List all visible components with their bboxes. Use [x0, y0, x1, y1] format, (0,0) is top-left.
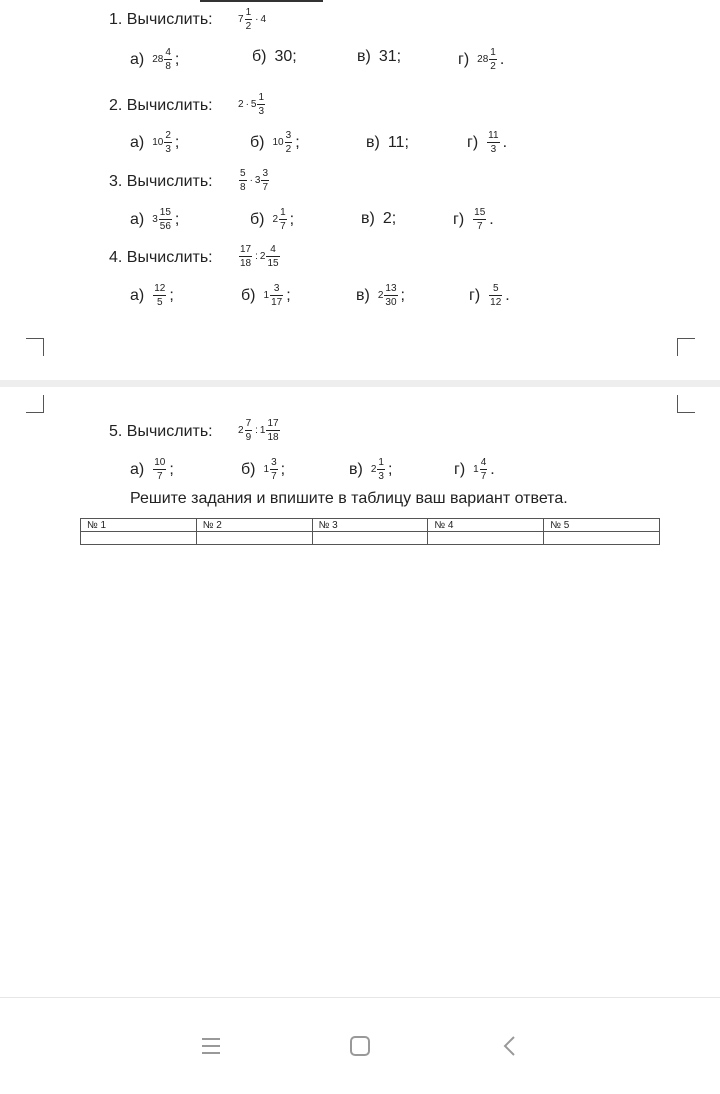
question-3-option-g: г) $\frac{15}{7}$ . — [453, 207, 494, 232]
question-1-expression: 7 $\frac{1}{2}$ · 4 — [238, 7, 267, 32]
question-1-option-v: в) 31; — [357, 48, 402, 65]
answer-table-header: № 2 — [196, 519, 312, 532]
answer-table-header: № 3 — [312, 519, 428, 532]
answer-cell — [312, 532, 428, 545]
question-4-title: 4. Вычислить: — [109, 249, 213, 266]
question-5-expression: 2 $\frac{7}{9}$ : 1 $\frac{17}{18}$ — [238, 418, 279, 443]
page-separator — [0, 380, 720, 387]
question-5-option-v: в) 2 $\frac{1}{3}$ ; — [349, 457, 393, 482]
answer-table-header: № 4 — [428, 519, 544, 532]
question-3-option-a: а) 3 $\frac{15}{56}$ ; — [130, 207, 180, 232]
question-5-option-a: а) $\frac{10}{7}$ ; — [130, 457, 174, 482]
question-1-title: 1. Вычислить: — [109, 11, 213, 28]
question-1-option-b: б) 30; — [252, 48, 297, 65]
question-1-option-g: г) 28 $\frac{1}{2}$ . — [458, 47, 505, 72]
question-4-option-g: г) $\frac{5}{12}$ . — [469, 283, 510, 308]
question-3-title: 3. Вычислить: — [109, 173, 213, 190]
answer-cell — [428, 532, 544, 545]
answer-table-header-row — [81, 519, 660, 532]
page-corner-mark — [26, 338, 44, 356]
menu-icon[interactable] — [199, 1034, 223, 1058]
answer-table-header: № 5 — [544, 519, 660, 532]
question-4-option-a: а) $\frac{12}{5}$ ; — [130, 283, 174, 308]
question-2-option-g: г) $\frac{11}{3}$ . — [467, 130, 508, 155]
instruction-text: Решите задания и впишите в таблицу ваш вариант ответа. — [130, 490, 568, 507]
home-square-icon[interactable] — [348, 1034, 372, 1058]
question-5-option-b: б) 1 $\frac{3}{7}$ ; — [241, 457, 286, 482]
navigation-bar — [0, 997, 720, 1094]
question-4-option-b: б) 1 $\frac{3}{17}$ ; — [241, 283, 291, 308]
question-5-option-g: г) 1 $\frac{4}{7}$ . — [454, 457, 495, 482]
question-3-option-b: б) 2 $\frac{1}{7}$ ; — [250, 207, 295, 232]
answer-table-header: № 1 — [81, 519, 197, 532]
question-2-option-a: а) 10 $\frac{2}{3}$ ; — [130, 130, 180, 155]
page-corner-mark — [677, 338, 695, 356]
answer-cell — [544, 532, 660, 545]
question-3-option-v: в) 2; — [361, 210, 397, 227]
question-5-title: 5. Вычислить: — [109, 423, 213, 440]
answer-cell — [81, 532, 197, 545]
question-2-title: 2. Вычислить: — [109, 97, 213, 114]
page-top-rule — [200, 0, 323, 2]
answer-table-row — [81, 532, 660, 545]
answer-table — [80, 518, 660, 545]
page-corner-mark — [677, 395, 695, 413]
question-4-expression: $\frac{17}{18}$ : 2 $\frac{4}{15}$ — [240, 244, 279, 269]
answer-cell — [196, 532, 312, 545]
page-corner-mark — [26, 395, 44, 413]
question-4-option-v: в) 2 $\frac{13}{30}$ ; — [356, 283, 405, 308]
question-1-option-a: а) 28 $\frac{4}{8}$ ; — [130, 47, 180, 72]
back-chevron-icon[interactable] — [499, 1034, 523, 1058]
question-2-option-b: б) 10 $\frac{3}{2}$ ; — [250, 130, 300, 155]
question-2-expression: 2 · 5 $\frac{1}{3}$ — [238, 92, 265, 117]
question-3-expression: $\frac{5}{8}$ · 3 $\frac{3}{7}$ — [240, 168, 269, 193]
question-2-option-v: в) 11; — [366, 134, 409, 151]
